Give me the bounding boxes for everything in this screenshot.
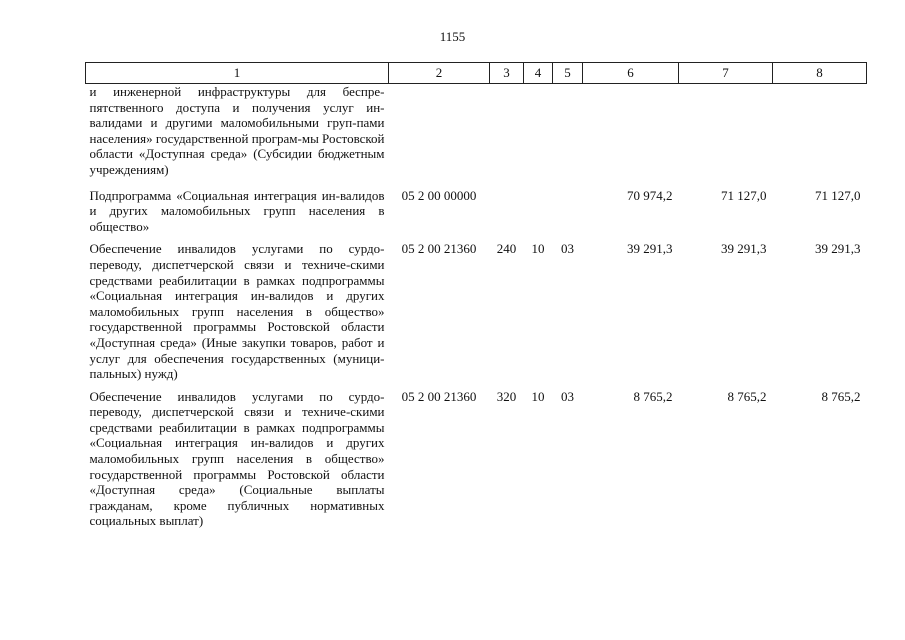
row-amount-2: 71 127,0 (721, 187, 767, 203)
row-amount-2 (679, 84, 773, 178)
row-name: Подпрограмма «Социальная интеграция ин-валидов и других маломобильных групп населения в общество» (89, 187, 385, 234)
row-amount-3 (773, 84, 867, 178)
table-row (86, 178, 867, 235)
row-target-code: 05 2 00 00000 (401, 187, 477, 203)
row-amount-3: 8 765,2 (821, 388, 861, 404)
row-name: Обеспечение инвалидов услугами по сурдо-переводу, диспетчерской связи и техниче-скими средствами реабилитации в рамках подпрограммы «Социальная интеграция ин-валидов и других маломобильных групп населения в общество» государственной программы Ростовской области «Доступная среда» (Социальные выплаты гражданам, кроме публичных нормативных социальных выплат) (89, 388, 385, 529)
table-row (86, 382, 867, 529)
row-section (524, 178, 553, 235)
header-cell-6: 6 (583, 63, 679, 84)
header-cell-5: 5 (553, 63, 583, 84)
row-expense-type: 320 (496, 388, 517, 404)
row-amount-3: 71 127,0 (815, 187, 861, 203)
budget-table (85, 62, 867, 529)
header-cell-1: 1 (86, 63, 389, 84)
table-row (86, 84, 867, 178)
row-amount-1: 8 765,2 (633, 388, 673, 404)
row-section (524, 84, 553, 178)
row-amount-2: 39 291,3 (721, 241, 767, 257)
header-cell-8: 8 (773, 63, 867, 84)
header-cell-3: 3 (490, 63, 524, 84)
table-row (86, 234, 867, 381)
row-subsection: 03 (561, 388, 574, 404)
header-row (86, 63, 867, 84)
header-cell-2: 2 (389, 63, 490, 84)
row-target-code: 05 2 00 21360 (401, 241, 477, 257)
row-target-code: 05 2 00 21360 (401, 388, 477, 404)
row-section: 10 (531, 241, 545, 257)
row-subsection: 03 (561, 241, 574, 257)
row-amount-1 (583, 84, 679, 178)
row-amount-3: 39 291,3 (815, 241, 861, 257)
row-subsection (553, 84, 583, 178)
header-cell-7: 7 (679, 63, 773, 84)
row-subsection (553, 178, 583, 235)
row-expense-type (490, 84, 524, 178)
header-cell-4: 4 (524, 63, 553, 84)
row-section: 10 (531, 388, 545, 404)
page-number: 1155 (439, 29, 466, 44)
row-name: и инженерной инфраструктуры для беспре-пятственного доступа и получения услуг ин-валидами и другими маломобильными груп-пами населения» государственной програм-мы Ростовской области «Доступная среда» (Субсидии бюджетным учреждениям) (89, 84, 385, 177)
row-expense-type: 240 (496, 241, 517, 257)
row-target-code (389, 84, 490, 178)
row-amount-1: 39 291,3 (627, 241, 673, 257)
row-amount-1: 70 974,2 (627, 187, 673, 203)
row-amount-2: 8 765,2 (727, 388, 767, 404)
row-name: Обеспечение инвалидов услугами по сурдо-переводу, диспетчерской связи и техниче-скими средствами реабилитации в рамках подпрограммы «Социальная интеграция ин-валидов и других маломобильных групп населения в общество» государственной программы Ростовской области «Доступная среда» (Иные закупки товаров, работ и услуг для обеспечения государственных (муници-пальных) нужд) (89, 241, 385, 382)
row-expense-type (490, 178, 524, 235)
